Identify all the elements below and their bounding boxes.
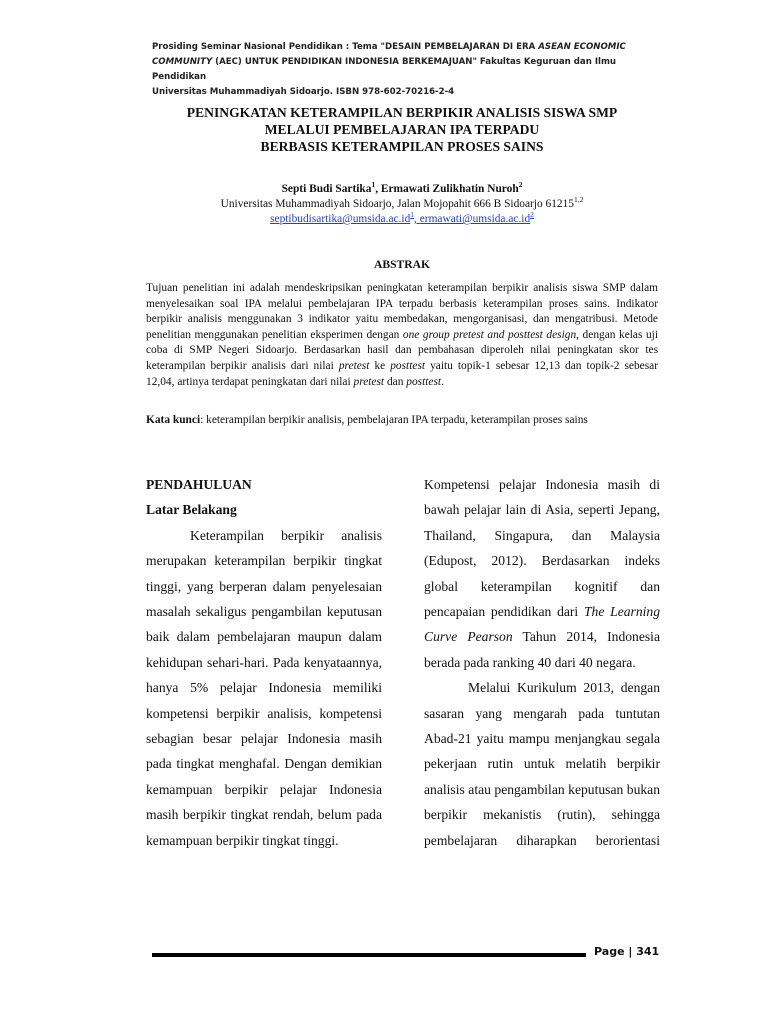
running-header <box>152 40 632 100</box>
keywords-text: : keterampilan berpikir analisis, pembelajaran IPA terpadu, keterampilan proses sains <box>200 414 588 426</box>
body-paragraph: Keterampilan berpikir analisis merupakan keterampilan berpikir tingkat tinggi, yang berperan dalam penyelesaian masalah sekaligus pengambilan keputusan baik dalam pembelajaran maupun dalam kehidupan sehari-hari. Pada kenyataannya, hanya 5% pelajar Indonesia memiliki kompetensi berpikir analisis, kompetensi sebagian besar pelajar Indonesia masih pada tingkat menghafal. Dengan demikian kemampuan berpikir pelajar Indonesia masih berpikir tingkat rendah, belum pada kemampuan berpikir tingkat tinggi. <box>146 527 382 848</box>
body-paragraph: Kompetensi pelajar Indonesia masih di bawah pelajar lain di Asia, seperti Jepang, Thailand, Singapura, dan Malaysia (Edupost, 2012). Berdasarkan indeks global keterampilan kognitif dan pencapaian pendidikan dari The Learning Curve Pearson Tahun 2014, Indonesia berada pada ranking 40 dari 40 negara. <box>424 477 660 670</box>
title-line-3: BERBASIS KETERAMPILAN PROSES SAINS <box>260 139 544 154</box>
footer-rule <box>152 953 586 957</box>
left-column <box>146 472 382 853</box>
email-link-1[interactable]: septibudisartika@umsida.ac.id <box>270 213 411 225</box>
abstract-heading: ABSTRAK <box>373 258 431 271</box>
running-header-line-1: Prosiding Seminar Nasional Pendidikan : Tema "DESAIN PEMBELAJARAN DI ERA ASEAN ECONOMIC <box>152 42 626 52</box>
page-number: Page | 341 <box>594 945 660 958</box>
abstract-text: Tujuan penelitian ini adalah mendeskripsikan peningkatan keterampilan berpikir analisis siswa SMP dalam menyelesaikan soal IPA melalui pembelajaran IPA terpadu berbasis keterampilan proses sains. Indikator berpikir analisis menggunakan 3 indikator yaitu membedakan, mengorganisasi, dan mengatribusi. Metode penelitian menggunakan penelitian eksperimen dengan one group pretest and posttest design, dengan kelas uji coba di SMP Negeri Sidoarjo. Berdasarkan hasil dan pembahasan diperoleh nilai peningkatan skor tes keterampilan berpikir analisis dari nilai pretest ke posttest yaitu topik-1 sebesar 12,13 dan topik-2 sebesar 12,04, artinya terdapat peningkatan dari nilai pretest dan posttest. <box>146 282 658 388</box>
author-emails: $septibudisartika@umsida.ac.id^1$, $ermawati@umsida.ac.id^2$ <box>270 210 534 225</box>
paper-title <box>140 104 664 155</box>
title-line-1: PENINGKATAN KETERAMPILAN BERPIKIR ANALISIS SISWA SMP <box>186 105 618 120</box>
right-column <box>424 472 660 853</box>
keywords-label: Kata kunci <box>146 414 201 426</box>
author-block <box>140 182 664 227</box>
running-header-line-3: Universitas Muhammadiyah Sidoarjo. ISBN 978-602-70216-2-4 <box>152 87 455 97</box>
subsection-heading: Latar Belakang <box>146 502 237 518</box>
running-header-line-2: COMMUNITY (AEC) UNTUK PENDIDIKAN INDONESIA BERKEMAJUAN" Fakultas Keguruan dan Ilmu Pendidikan <box>152 57 617 82</box>
author-affiliation: Universitas Muhammadiyah Sidoarjo, Jalan Mojopahit 666 B Sidoarjo 61215$^{1,2}$ <box>220 195 584 210</box>
email-link-2[interactable]: ermawati@umsida.ac.id <box>419 213 531 225</box>
section-heading: PENDAHULUAN <box>146 477 252 492</box>
title-line-2: MELALUI PEMBELAJARAN IPA TERPADU <box>264 122 540 137</box>
keywords <box>146 413 658 428</box>
author-names: Septi Budi Sartika$^1$, Ermawati Zulikhatin Nuroh$^2$ <box>281 180 523 195</box>
body-paragraph: Melalui Kurikulum 2013, dengan sasaran yang mengarah pada tuntutan Abad-21 yaitu mampu menjangkau segala pekerjaan rutin untuk melatih berpikir analisis atau pengambilan keputusan bukan berpikir mekanistis (rutin), sehingga pembelajaran diharapkan berorientasi <box>424 680 660 848</box>
